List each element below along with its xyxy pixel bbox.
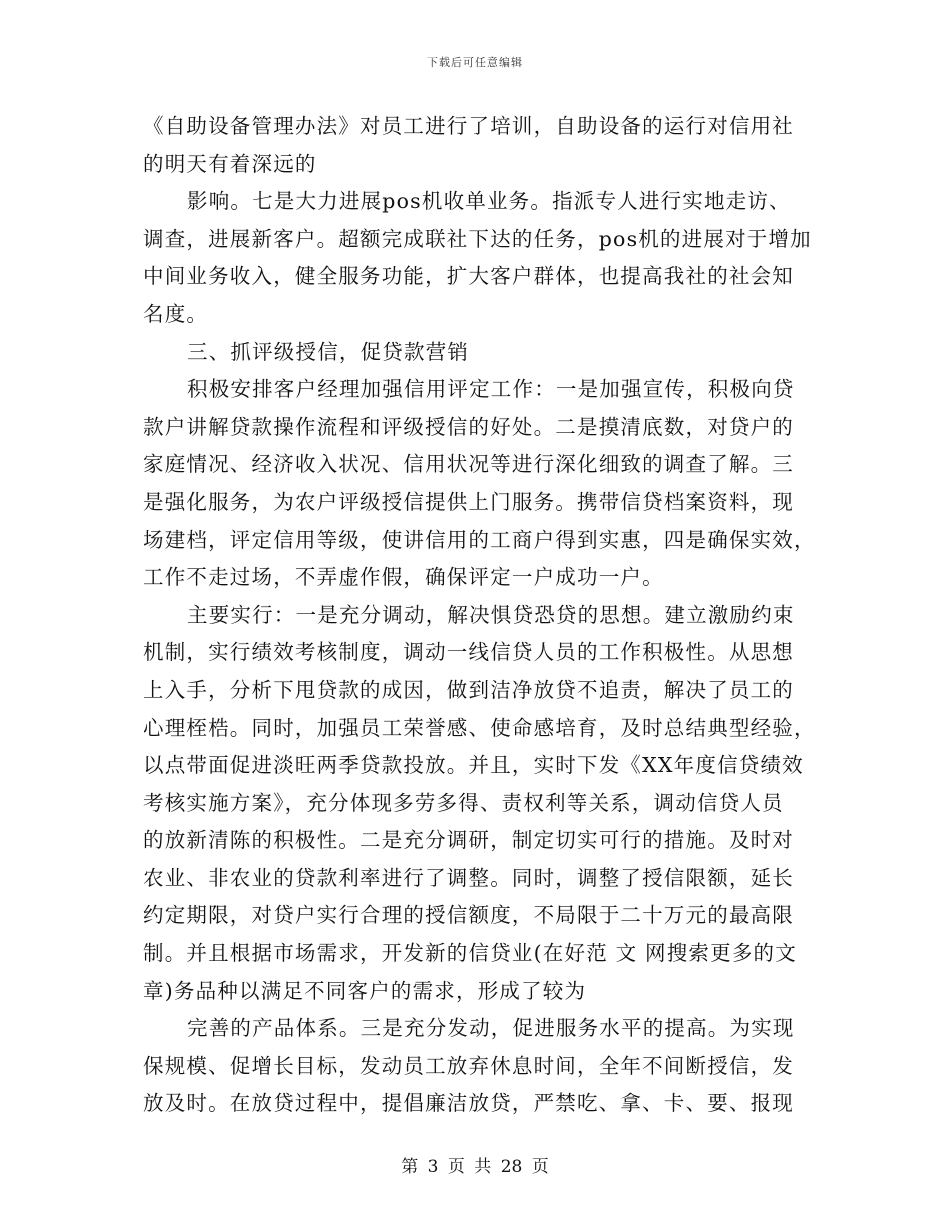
text-line: 以点带面促进淡旺两季贷款投放。并且，实时下发《XX年度信贷绩效 bbox=[143, 753, 804, 778]
text-line: 完善的产品体系。三是充分发动，促进服务水平的提高。为实现 bbox=[187, 1016, 795, 1041]
text-line: 是强化服务，为农户评级授信提供上门服务。携带信贷档案资料，现 bbox=[143, 489, 794, 514]
text-line: 的明天有着深远的 bbox=[143, 151, 317, 176]
text-line: 约定期限，对贷户实行合理的授信额度，不局限于二十万元的最高限 bbox=[143, 903, 794, 928]
text-line: 章)务品种以满足不同客户的需求，形成了较为 bbox=[143, 978, 587, 1003]
text-line: 积极安排客户经理加强信用评定工作：一是加强宣传，积极向贷 bbox=[187, 377, 795, 402]
text-line: 影响。七是大力进展pos机收单业务。指派专人进行实地走访、 bbox=[187, 189, 791, 214]
page-header: 下载后可任意编辑 bbox=[427, 56, 523, 69]
text-line: 考核实施方案》，充分体现多劳多得、责权利等关系，调动信贷人员 bbox=[143, 790, 784, 815]
text-line: 保规模、促增长目标，发动员工放弃休息时间，全年不间断授信，发 bbox=[143, 1053, 794, 1078]
text-line: 机制，实行绩效考核制度，调动一线信贷人员的工作积极性。从思想 bbox=[143, 640, 794, 665]
text-line: 放及时。在放贷过程中，提倡廉洁放贷，严禁吃、拿、卡、要、报现 bbox=[143, 1091, 794, 1116]
text-line: 制。并且根据市场需求，开发新的信贷业(在好范 文 网搜索更多的文 bbox=[143, 941, 797, 966]
text-line: 的放新清陈的积极性。二是充分调研，制定切实可行的措施。及时对 bbox=[143, 828, 794, 853]
text-line: 场建档，评定信用等级，使讲信用的工商户得到实惠，四是确保实效， bbox=[143, 527, 816, 552]
text-line: 三、抓评级授信，促贷款营销 bbox=[187, 339, 470, 364]
text-line: 调查，进展新客户。超额完成联社下达的任务，pos机的进展对于增加 bbox=[143, 226, 812, 251]
text-line: 上入手，分析下甩贷款的成因，做到洁净放贷不追责，解决了员工的 bbox=[143, 677, 794, 702]
text-line: 工作不走过场，不弄虚作假，确保评定一户成功一户。 bbox=[143, 565, 664, 590]
text-line: 心理桎梏。同时，加强员工荣誉感、使命感培育，及时总结典型经验， bbox=[143, 715, 816, 740]
text-line: 《自助设备管理办法》对员工进行了培训，自助设备的运行对信用社 bbox=[143, 114, 794, 138]
text-line: 主要实行：一是充分调动，解决惧贷恐贷的思想。建立激励约束 bbox=[187, 602, 795, 627]
document-body bbox=[143, 108, 816, 1123]
text-line: 款户讲解贷款操作流程和评级授信的好处。二是摸清底数，对贷户的 bbox=[143, 414, 794, 439]
text-line: 名度。 bbox=[143, 301, 209, 326]
text-line: 中间业务收入，健全服务功能，扩大客户群体，也提高我社的社会知 bbox=[143, 264, 794, 289]
page-footer: 第 3 页 共 28 页 bbox=[401, 1157, 549, 1177]
text-line: 家庭情况、经济收入状况、信用状况等进行深化细致的调查了解。三 bbox=[143, 452, 794, 477]
text-line: 农业、非农业的贷款利率进行了调整。同时，调整了授信限额，延长 bbox=[143, 865, 794, 890]
